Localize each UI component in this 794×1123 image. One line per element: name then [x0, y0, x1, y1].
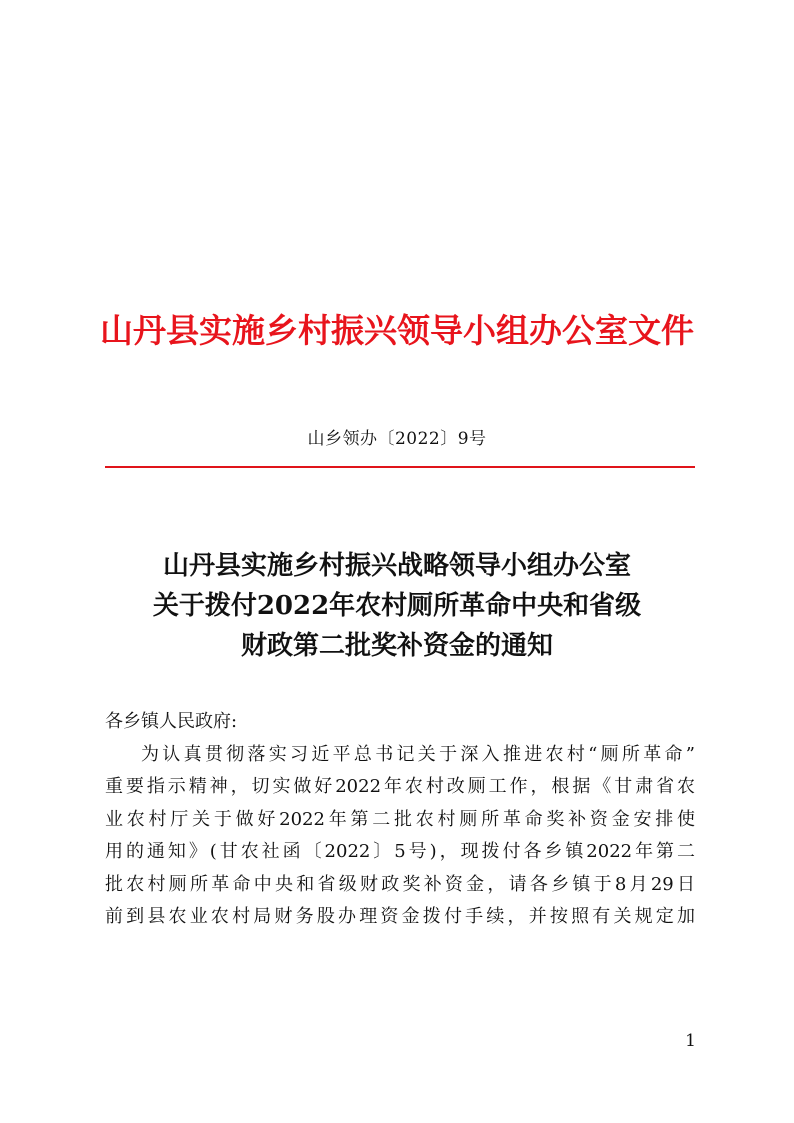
page-number: 1	[685, 1031, 696, 1051]
red-separator-line	[105, 466, 695, 468]
document-number: 山乡领办〔2022〕9号	[307, 429, 487, 449]
salutation: 各乡镇人民政府:	[105, 711, 238, 732]
document-title	[100, 546, 694, 666]
title-line: 关于拨付2022年农村厕所革命中央和省级	[152, 591, 642, 621]
paragraph-line: 前到县农业农村局财务股办理资金拨付手续，并按照有关规定加	[105, 906, 695, 927]
paragraph-line: 批农村厕所革命中央和省级财政奖补资金，请各乡镇于8月29日	[105, 873, 695, 895]
issuing-org-header: 山丹县实施乡村振兴领导小组办公室文件	[100, 311, 694, 350]
paragraph-line: 重要指示精神，切实做好2022年农村改厕工作，根据《甘肃省农	[105, 776, 695, 797]
title-line: 山丹县实施乡村振兴战略领导小组办公室	[162, 551, 631, 581]
paragraph-line: 业农村厅关于做好2022年第二批农村厕所革命奖补资金安排使	[105, 808, 695, 830]
paragraph-line: 为认真贯彻落实习近平总书记关于深入推进农村“厕所革命”	[141, 743, 695, 765]
paragraph-line: 用的通知》(甘农社函〔2022〕5号)，现拨付各乡镇2022年第二	[105, 841, 695, 862]
document-body	[105, 706, 695, 934]
title-line: 财政第二批奖补资金的通知	[240, 631, 553, 661]
